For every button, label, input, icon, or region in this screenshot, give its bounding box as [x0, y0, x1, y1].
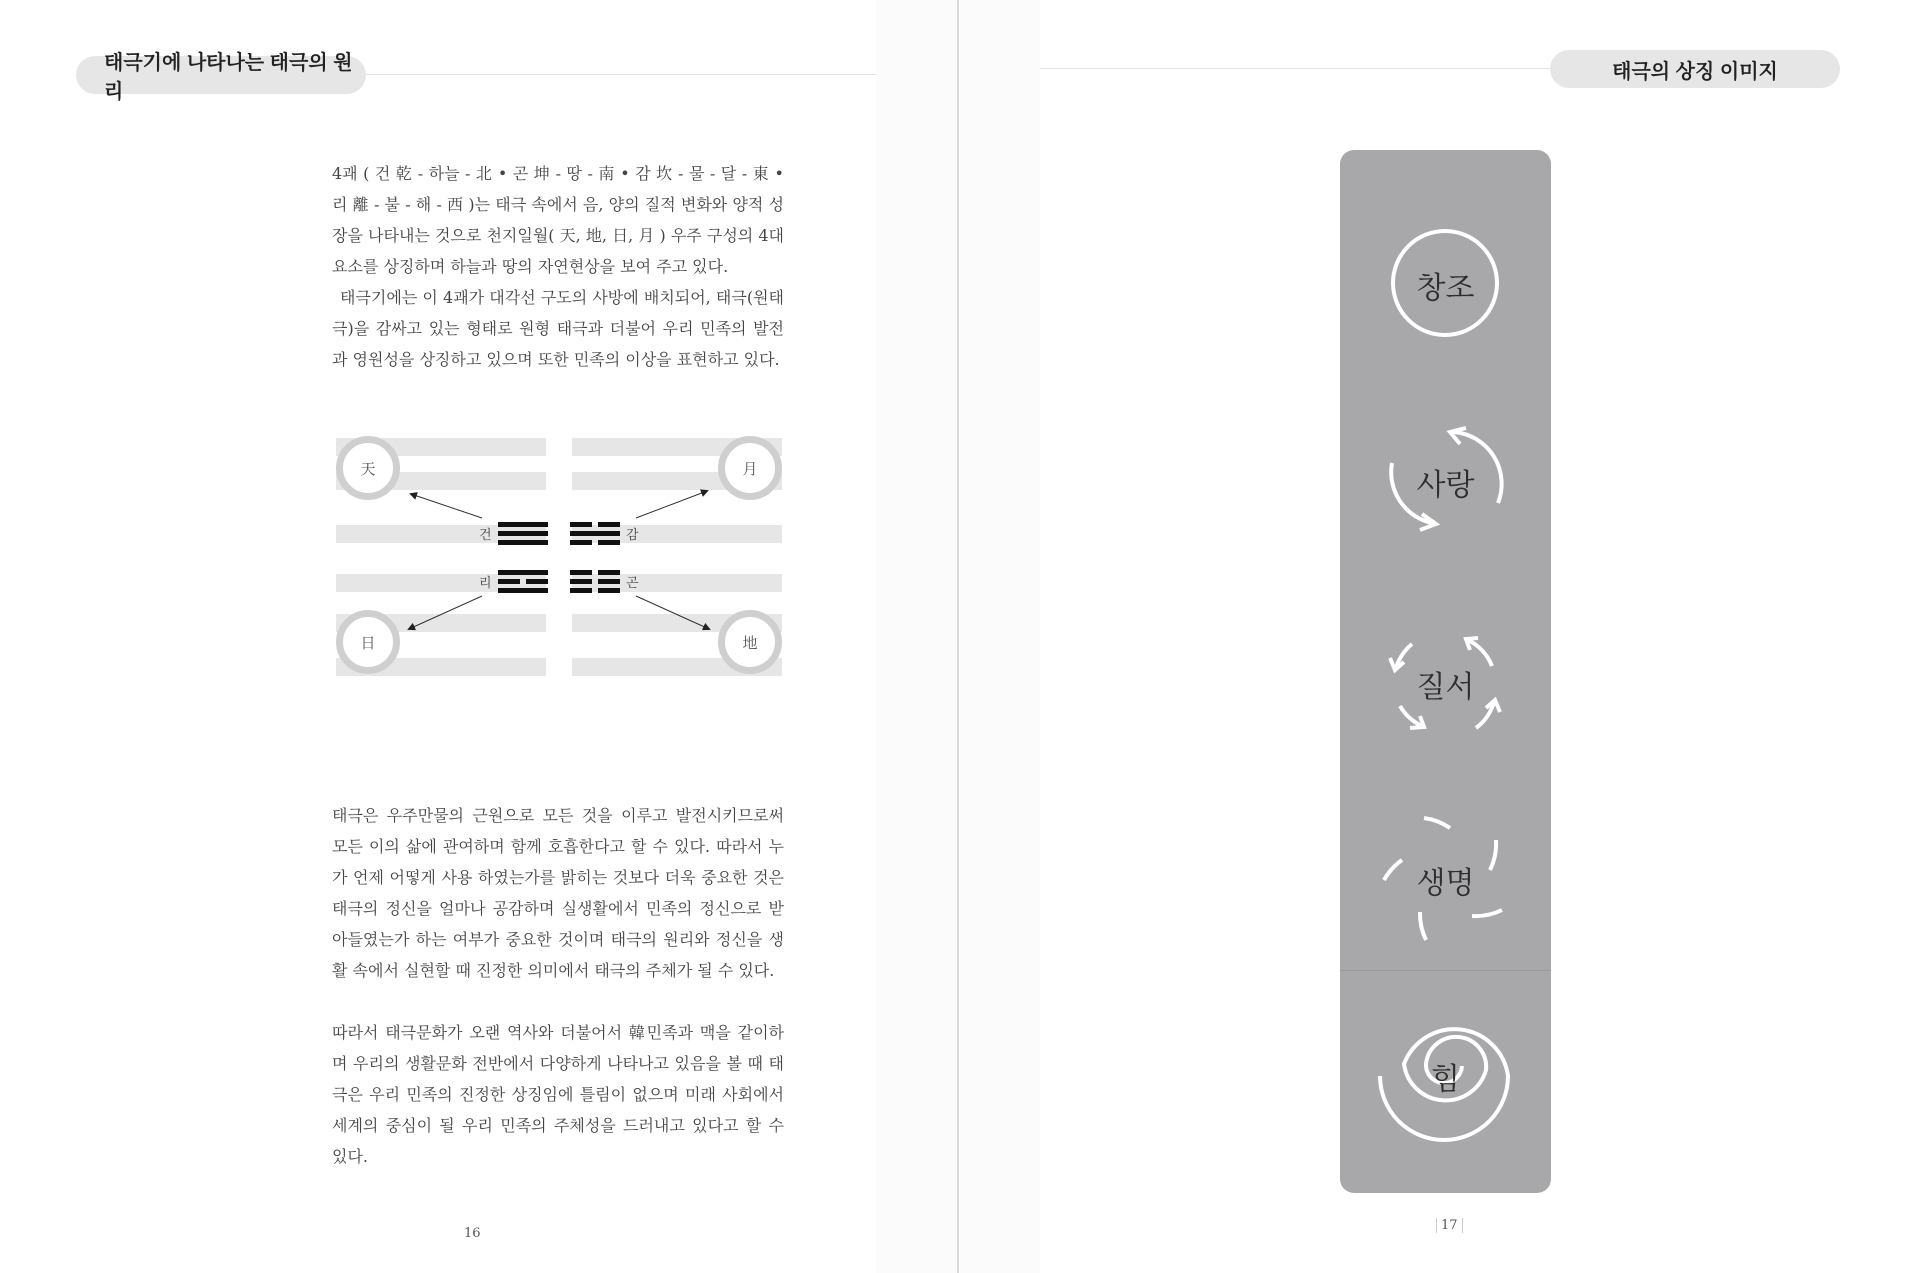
diagram-arrows [336, 436, 782, 676]
right-page-header: 태극의 상징 이미지 [1550, 50, 1840, 88]
paragraph-1: 4괘 ( 건 乾 - 하늘 - 北 • 곤 坤 - 땅 - 南 • 감 坎 - 물 - 달 - 東 • 리 離 - 불 - 해 - 西 )는 태극 속에서 음, 양의 질적 변화와 양적 성장을 나타내는 것으로 천지일월( 天, 地, 日, 月 ) 우주 구성의 4대 요소를 상징하며 하늘과 땅의 자연현상을 보여 주고 있다. [332, 164, 784, 276]
gutter-shade-left [876, 0, 956, 1273]
symbol-power [1340, 1000, 1551, 1170]
four-trigram-diagram [336, 436, 782, 676]
trigram-label-gon: 곤 [626, 576, 639, 591]
arrow-to-top-left [411, 494, 482, 518]
paragraph-4: 따라서 태극문화가 오랜 역사와 더불어서 韓민족과 맥을 같이하며 우리의 생활문화 전반에서 다양하게 나타나고 있음을 볼 때 태극은 우리 민족의 진정한 상징임에 틀림이 없으며 미래 사회에서 세계의 중심이 될 우리 민족의 주체성을 드러내고 있다고 할 수 있다. [332, 1023, 784, 1166]
trigram-label-ri: 리 [479, 576, 492, 591]
symbol-order [1340, 600, 1551, 770]
trigram-geon [498, 522, 548, 549]
paragraph-2: 태극기에는 이 4괘가 대각선 구도의 사방에 배치되어, 태극(원태극)을 감싸고 있는 형태로 원형 태극과 더불어 우리 민족의 발전과 영원성을 상징하고 있으며 또한 민족의 이상을 표현하고 있다. [332, 288, 784, 369]
trigram-label-geon: 건 [479, 528, 492, 543]
symbol-label-life: 생명 [1416, 866, 1475, 901]
trigram-gon [570, 570, 620, 597]
panel-divider [1340, 970, 1551, 971]
corner-circle-moon: 月 [718, 436, 782, 500]
symbol-label-love: 사랑 [1416, 468, 1475, 503]
symbol-label-power: 힘 [1431, 1062, 1460, 1097]
symbol-love [1340, 400, 1551, 570]
arrow-to-bottom-left [409, 596, 482, 629]
paragraph-3: 태극은 우주만물의 근원으로 모든 것을 이루고 발전시키므로써 모든 이의 삶에 관여하며 함께 호흡한다고 할 수 있다. 따라서 누가 언제 어떻게 사용 하였는가를 밝히는 것보다 더욱 중요한 것은 태극의 정신을 얼마나 공감하며 실생활에서 민족의 정신으로 받아들였는가 하는 여부가 중요한 것이며 태극의 원리와 정신을 생활 속에서 실현할 때 진정한 의미에서 태극의 주체가 될 수 있다. [332, 806, 784, 980]
left-page-header: 태극기에 나타나는 태극의 원리 [76, 56, 366, 94]
header-rule [366, 74, 876, 75]
header-rule [1040, 68, 1550, 69]
corner-circle-earth: 地 [718, 610, 782, 674]
corner-circle-heaven: 天 [336, 436, 400, 500]
trigram-gam [570, 522, 620, 549]
trigram-ri [498, 570, 548, 597]
symbol-label-creation: 창조 [1416, 271, 1475, 306]
trigram-label-gam: 감 [626, 528, 639, 543]
corner-circle-sun: 日 [336, 610, 400, 674]
arrow-to-top-right [636, 491, 707, 518]
symbol-panel [1340, 150, 1551, 1193]
page-number-left: 16 [464, 1226, 481, 1241]
arrow-to-bottom-right [636, 596, 709, 629]
page-number-right: 17 [1436, 1218, 1463, 1233]
gutter-shade-right [960, 0, 1040, 1273]
symbol-creation [1340, 200, 1551, 370]
book-spine [957, 0, 959, 1273]
symbol-life [1340, 800, 1551, 970]
symbol-label-order: 질서 [1416, 670, 1475, 705]
